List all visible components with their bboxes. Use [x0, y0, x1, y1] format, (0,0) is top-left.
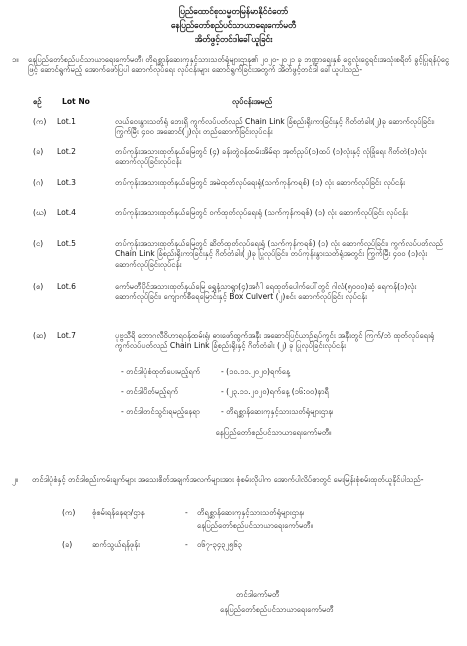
lot-id: Lot.6 — [57, 282, 76, 291]
table-header-no: စဉ် — [33, 97, 42, 106]
schedule-value: - တိရစ္ဆာန်ဆေးကုနှင့်သားသတ်ရုံများဌာန၊ — [221, 407, 334, 416]
schedule-label: - တင်ဒါတင်သွင်းရမည့်နေရာ — [121, 407, 200, 416]
lot-number: (စ) — [33, 282, 44, 291]
paragraph-2 — [12, 475, 454, 485]
header-committee: နေပြည်တော်စည်ပင်သာယာရေးကော်မတီ — [170, 20, 297, 30]
header-notice-title: အိတ်ဖွင့်တင်ဒါခေါ်ယူခြင်း — [194, 34, 273, 44]
paragraph-1 — [12, 55, 454, 76]
lot-description: တပ်ကုန်းအသားထုတ်နယ်မြေတွင် ဝက်ထုတ်လုပ်ရေးရုံ (သက်ကုန်ကရစ်) (၁) လုံး ဆောက်လုပ်ခြင်း လုပ်ငန်း — [115, 208, 408, 217]
lot-number: (ဆ) — [33, 331, 47, 340]
header-country: ပြည်ထောင်စုသမ္မတမြန်မာနိုင်ငံတော် — [178, 6, 289, 16]
contact-dash: - — [185, 540, 188, 549]
schedule-value: - (၁၀.၁၁.၂၀၂၀)ရက်နေ့ — [221, 367, 290, 376]
lot-description: ကော်မတီပိုင်အသားထုတ်နယ်မြေ ရွှေနံ့သာရွာ(၄)အင်္ဂါ ရေထုတ်ပေါက်ပေါ်တွင် ဂါလံ(၅၀၀၀)ဆံ့ ရေကန်(၁)လုံး ဆောက်လုပ်ခြင်း၊ ကျောက်စီရေမြောင်းနှင့် Box Culvert (၂)စင်း ဆောက်လုပ်ခြင်း လုပ်ငန်း — [115, 282, 417, 302]
lot-number: (ဂ) — [33, 178, 44, 187]
schedule-label: - တင်ဒါပိတ်မည့်ရက် — [121, 387, 179, 396]
lot-description: တပ်ကုန်းအသားထုတ်နယ်မြေတွင် (၄) ခန်းတွဲဝန်ထမ်းအိမ်ရာ အုတ်ညှပ်(၁)ထပ် (၁)လုံးနှင့် လုံခြုံရေး ဂိတ်တဲ(၁)လုံး ဆောက်လုပ်ခြင်းလုပ်ငန်း — [115, 147, 427, 167]
lot-id: Lot.3 — [57, 178, 76, 187]
contact-label: ဆက်သွယ်ရန်ဖုန်း — [92, 540, 140, 549]
lot-number: (ခ) — [33, 147, 44, 156]
lot-number: (ဃ) — [33, 208, 47, 217]
lot-description: တပ်ကုန်းအသားထုတ်နယ်မြေတွင် အမဲထုတ်လုပ်ရေးရုံ(သက်ကုန်ကရစ်) (၁) လုံး ဆောက်လုပ်ခြင်း လုပ်ငန်း — [115, 178, 405, 187]
signature-organization: နေပြည်တော်စည်ပင်သာယာရေးကော်မတီ — [220, 605, 334, 614]
schedule-value: - (၂၃.၁၁.၂၀၂၀)ရက်နေ့ (၁၆:၀၀)နာရီ — [221, 387, 329, 396]
table-header-work: လုပ်ငန်းအမည် — [232, 97, 273, 106]
paragraph-1-text: နေပြည်တော်စည်ပင်သာယာရေးကော်မတီ၊ တိရစ္ဆာန်ဆေးကုနှင့်သားသတ်ရုံများဌာန၏ ၂၀၂၀-၂၀၂၁ ခု ဘဏ္ဍာရေးနှစ် ငွေလုံးငွေရင်းအသုံးစရိတ် ခွင့်ပြုရန်ပုံငွေဖြင့် ဆောင်ရွက်မည့် အောက်ဖော်ပြပါ ဆောက်လုပ်ရေး လုပ်ငန်းများ ဆောင်ရွက်ခြင်းအတွက် အိတ်ဖွင့်တင်ဒါ ခေါ်ယူပါသည်- — [28, 55, 450, 75]
contact-dash: - — [185, 508, 188, 517]
schedule-organization: နေပြည်တော်စည်ပင်သာယာရေးကော်မတီ။ — [215, 428, 332, 437]
paragraph-2-text: တင်ဒါပုံစံနှင့် တင်ဒါစည်းကမ်းချက်များ အသေးစိတ်အချက်အလက်များအား စုံစမ်းလိုပါက အောက်ပါလိပ်စာတွင် မေးမြန်းစုံစမ်းထုတ်ယူနိုင်ပါသည်- — [32, 475, 424, 484]
contact-value: တိရစ္ဆာန်ဆေးကုနှင့်သားသတ်ရုံများဌာန၊ — [197, 508, 305, 517]
contact-number: (ခ) — [62, 540, 73, 549]
lot-description: ပုဗ္ဗသီရိ ဘောဂလီဝိဟာရဝန်ထမ်းရုံ၊ ဓားဖော်ထွက်အနီး အဆောင်ပြင်ယာဉ်ရပ်ကွင်း အနီးတွင် ကြက်/ဘဲ ထုတ်လုပ်ရေးရုံ ကွက်လပ်ပတ်လည် Chain Link ခြံစည်းရိုးနှင့် ဂိတ်တံခါး (၂) ခု ပြုလုပ်ခြင်းလုပ်ငန်း — [115, 331, 435, 351]
paragraph-2-number: ၂။ — [12, 475, 19, 484]
table-header-lot: Lot No — [62, 97, 90, 106]
lot-number: (င) — [33, 239, 44, 248]
lot-id: Lot.2 — [57, 147, 76, 156]
signature-title: တင်ဒါကော်မတီ — [236, 590, 280, 599]
lot-id: Lot.7 — [57, 331, 76, 340]
lot-id: Lot.4 — [57, 208, 76, 217]
lot-description: တပ်ကုန်းအသားထုတ်နယ်မြေတွင် ဆိတ်ထုတ်လုပ်ရေးရုံ (သက်ကုန်ကရစ်) (၁) လုံး ဆောက်လုပ်ခြင်း၊ ကွက်လပ်ပတ်လည် Chain Link ခြံစည်းရိုးကာခြင်းနှင့် ဂိတ်တံခါး(၂)ခု ပြုလုပ်ခြင်း၊ တပ်ကုန်းနွားသတ်ရုံအတွင်း ကြွက်မြီး ၄၀၀ (၁)လုံး ဆောက်လုပ်ခြင်းလုပ်ငန်း — [115, 239, 444, 269]
contact-number: (က) — [62, 508, 76, 517]
lot-id: Lot.1 — [57, 117, 76, 126]
lot-number: (က) — [33, 117, 47, 126]
schedule-label: - တင်ဒါပုံစံထုတ်ပေးမည့်ရက် — [121, 367, 201, 376]
contact-value: နေပြည်တော်စည်ပင်သာယာရေးကော်မတီ။ — [197, 521, 313, 530]
lot-id: Lot.5 — [57, 239, 76, 248]
contact-label: စုံစမ်းရန်နေရာ/ဌာန — [92, 508, 145, 517]
lot-description: လယ်ဝေးနွားသတ်ရုံ ဘေးရှိ ကွက်လပ်ပတ်လည် Chain Link ခြံစည်းရိုးကာခြင်းနှင့် ဂိတ်တံခါး(၂)ခု ဆောက်လုပ်ခြင်း၊ ကြွက်မြီး ၄၀၀ အဆောင်(၂)လုံး တည်ဆောက်ခြင်းလုပ်ငန်း — [115, 117, 435, 137]
paragraph-1-number: ၁။ — [12, 55, 19, 64]
contact-value: ၀၆၇-၃၄၃၂၅၆၃ — [197, 540, 242, 549]
